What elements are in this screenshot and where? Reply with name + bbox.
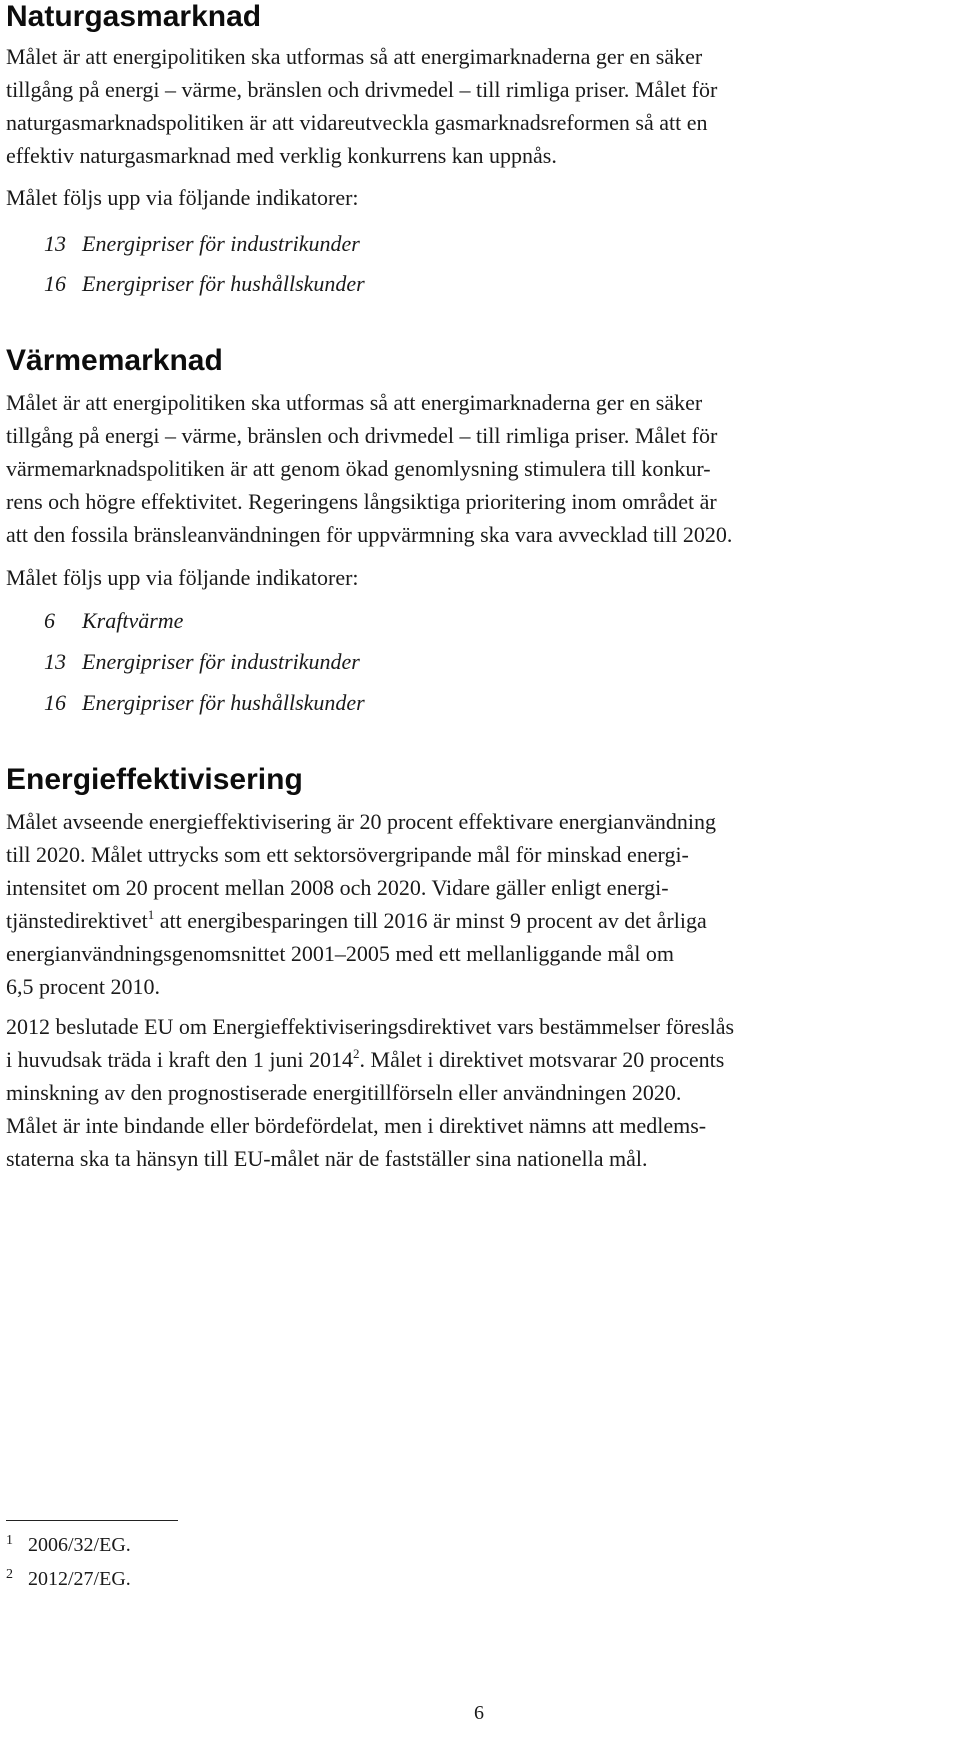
footnote-text: 2006/32/EG. [28,1534,131,1556]
text-line-with-footnote [6,904,956,937]
text-line: intensitet om 20 procent mellan 2008 och 2020. Vidare gäller enligt energi- [6,875,669,900]
text-line: tillgång på energi – värme, bränslen och drivmedel – till rimliga priser. Målet för [6,77,718,102]
indicator-item [44,645,360,678]
text-line: 6,5 procent 2010. [6,974,160,999]
indicator-label: Energipriser för hushållskunder [82,271,365,296]
indicator-label: Energipriser för industrikunder [82,231,360,256]
section-paragraph [6,805,956,1003]
text-line: att den fossila bränsleanvändningen för uppvärmning ska vara avvecklad till 2020. [6,522,733,547]
indicator-number: 6 [44,608,55,633]
text-line: effektiv naturgasmarknad med verklig konkurrens kan uppnås. [6,143,557,168]
indicator-item [44,227,360,260]
footnote-number: 2 [6,1567,13,1582]
indicators-intro: Målet följs upp via följande indikatorer: [6,565,359,590]
indicator-number: 16 [44,690,66,715]
text-line: värmemarknadspolitiken är att genom ökad genomlysning stimulera till konkur- [6,456,711,481]
indicator-number: 16 [44,271,66,296]
section-paragraph [6,40,956,172]
text-line: Målet avseende energieffektivisering är 20 procent effektivare energianvändning [6,809,717,834]
text-line: Målet är inte bindande eller bördefördelat, men i direktivet nämns att medlems- [6,1113,707,1138]
indicator-item [44,686,365,719]
footnote-divider [6,1520,178,1521]
section-heading-energieffektivisering: Energieffektivisering [6,763,303,796]
text-line: energianvändningsgenomsnittet 2001–2005 med ett mellanliggande mål om [6,941,675,966]
text-segment: . Målet i direktivet motsvarar 20 procents [359,1047,725,1072]
text-segment: i huvudsak träda i kraft den 1 juni 2014 [6,1047,354,1072]
text-line: minskning av den prognostiserade energitillförseln eller användningen 2020. [6,1080,682,1105]
text-line: Målet är att energipolitiken ska utformas så att energimarknaderna ger en säker [6,390,703,415]
footnote-number: 1 [6,1533,13,1548]
indicator-item [44,604,183,637]
indicator-number: 13 [44,649,66,674]
footnote-text: 2012/27/EG. [28,1568,131,1590]
footnote-item [6,1562,131,1592]
indicator-label: Energipriser för industrikunder [82,649,360,674]
page-number: 6 [474,1702,484,1724]
section-heading-naturgasmarknad: Naturgasmarknad [6,0,262,33]
text-line: staterna ska ta hänsyn till EU-målet när de fastställer sina nationella mål. [6,1146,648,1171]
footnote-reference[interactable]: 2 [353,1046,360,1061]
text-segment: att energibesparingen till 2016 är minst 9 procent av det årliga [154,908,707,933]
indicator-item [44,267,365,300]
text-line: till 2020. Målet uttrycks som ett sektorsövergripande mål för minskad energi- [6,842,689,867]
text-line: rens och högre effektivitet. Regeringens långsiktiga prioritering inom området är [6,489,717,514]
text-line: Målet är att energipolitiken ska utformas så att energimarknaderna ger en säker [6,44,703,69]
text-line: 2012 beslutade EU om Energieffektiviseringsdirektivet vars bestämmelser föreslås [6,1014,735,1039]
text-line-with-footnote [6,1043,956,1076]
footnote-reference[interactable]: 1 [147,907,155,922]
section-paragraph [6,386,956,551]
text-segment: tjänstedirektivet [6,908,148,933]
indicator-number: 13 [44,231,66,256]
text-line: naturgasmarknadspolitiken är att vidareutveckla gasmarknadsreformen så att en [6,110,708,135]
indicator-label: Kraftvärme [82,608,184,633]
section-paragraph [6,1010,956,1175]
section-heading-varmemarknad: Värmemarknad [6,344,223,377]
footnote-item [6,1528,131,1558]
indicators-intro: Målet följs upp via följande indikatorer: [6,185,359,210]
text-line: tillgång på energi – värme, bränslen och drivmedel – till rimliga priser. Målet för [6,423,718,448]
indicator-label: Energipriser för hushållskunder [82,690,365,715]
